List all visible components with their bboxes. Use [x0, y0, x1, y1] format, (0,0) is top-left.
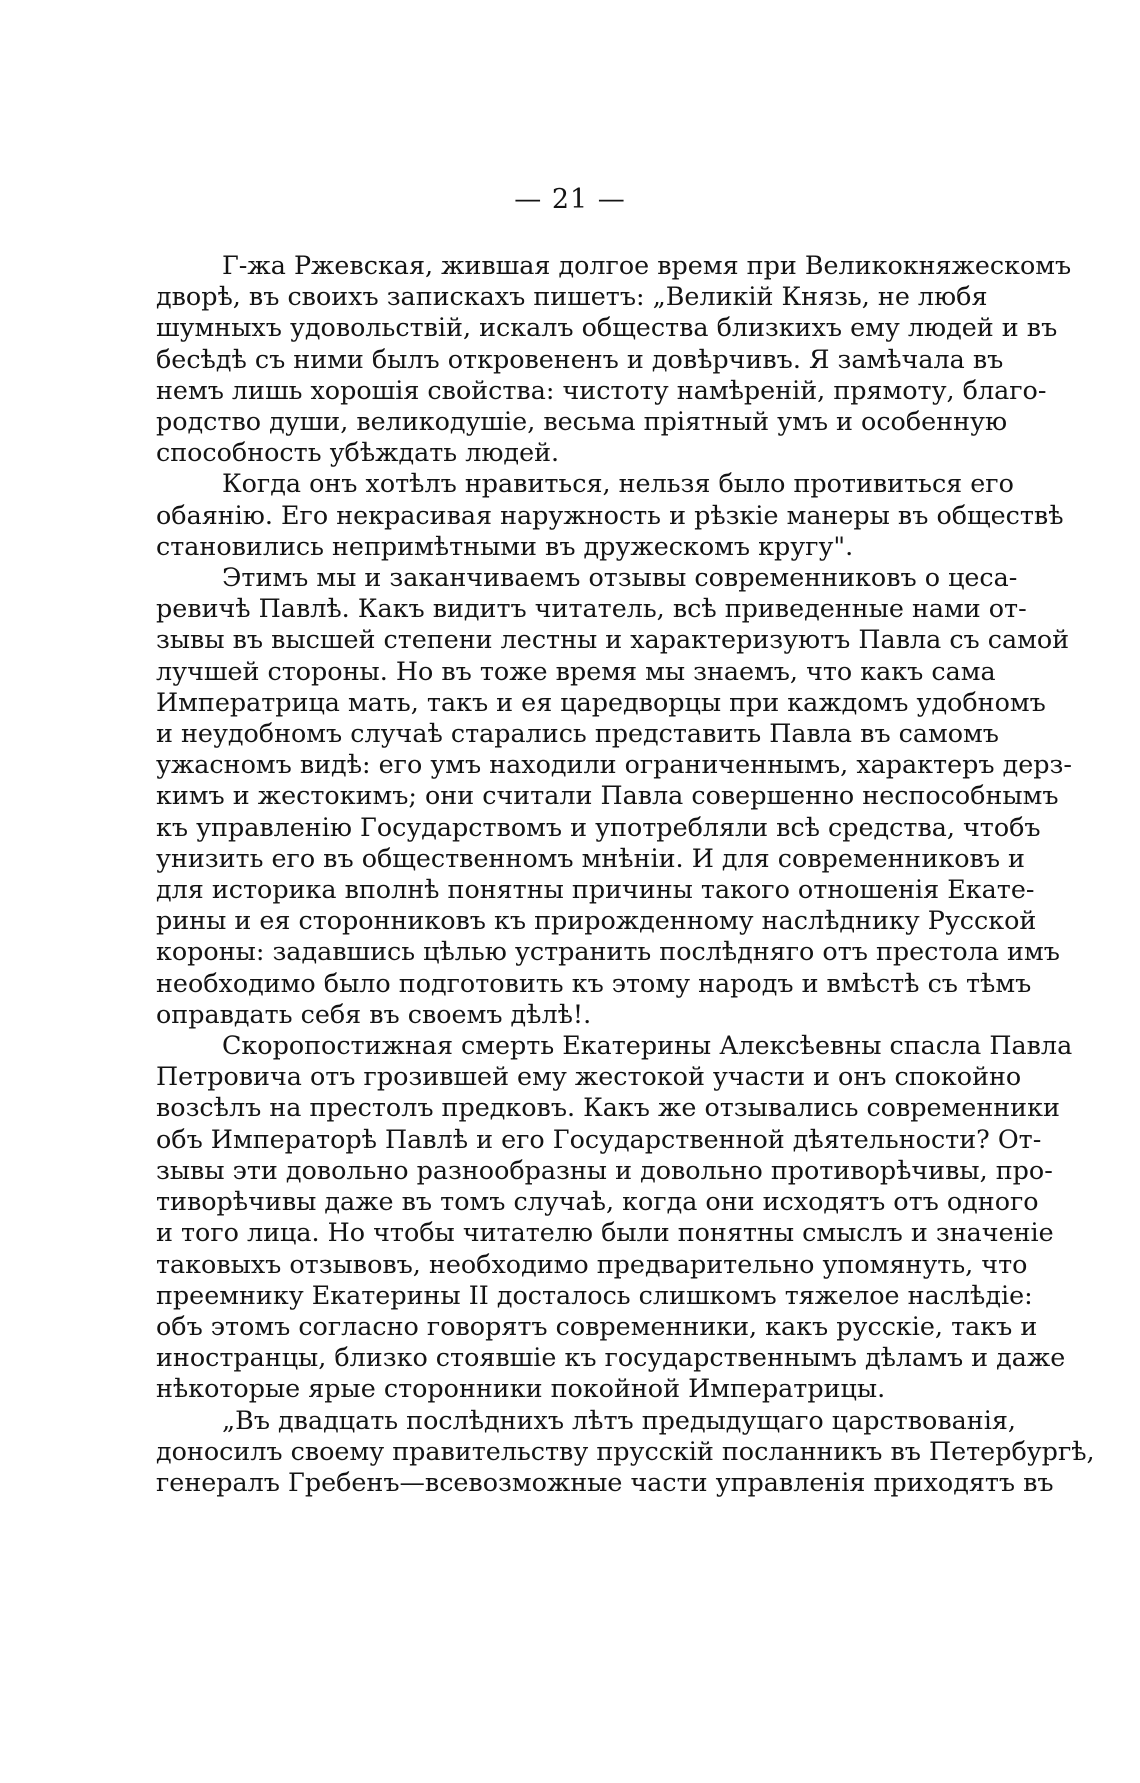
text-line: и того лица. Но чтобы читателю были понятны смыслъ и значеніе: [156, 1217, 1054, 1248]
text-line: кимъ и жестокимъ; они считали Павла совершенно неспособнымъ: [156, 780, 1059, 811]
text-line: ревичѣ Павлѣ. Какъ видитъ читатель, всѣ приведенные нами от-: [156, 593, 1027, 624]
text-line: немъ лишь хорошія свойства: чистоту намѣреній, прямоту, благо-: [156, 374, 1047, 405]
text-line: ужасномъ видѣ: его умъ находили ограниченнымъ, характеръ дерз-: [156, 749, 1072, 780]
text-line: обаянію. Его некрасивая наружность и рѣзкіе манеры въ обществѣ: [156, 499, 1064, 530]
text-line: необходимо было подготовить къ этому народъ и вмѣстѣ съ тѣмъ: [156, 967, 1032, 998]
text-line: преемнику Екатерины II досталось слишкомъ тяжелое наслѣдіе:: [156, 1279, 1033, 1310]
paragraph-5: [90, 1404, 1095, 1499]
text-line: оправдать себя въ своемъ дѣлѣ!.: [156, 998, 592, 1029]
text-line: генералъ Гребенъ—всевозможные части управленія приходятъ въ: [156, 1466, 1054, 1497]
text-line: къ управленію Государствомъ и употребляли всѣ средства, чтобъ: [156, 811, 1041, 842]
text-line: унизить его въ общественномъ мнѣніи. И для современниковъ и: [156, 842, 1025, 873]
text-line: шумныхъ удовольствій, искалъ общества близкихъ ему людей и въ: [156, 312, 1058, 343]
text-line: тиворѣчивы даже въ томъ случаѣ, когда они исходятъ отъ одного: [156, 1186, 1039, 1217]
paragraph-4: [90, 1030, 1073, 1404]
text-line: Когда онъ хотѣлъ нравиться, нельзя было противиться его: [222, 468, 1014, 499]
text-line: Этимъ мы и заканчиваемъ отзывы современниковъ о цеса-: [222, 562, 1018, 593]
text-line: дворѣ, въ своихъ запискахъ пишетъ: „Великій Князь, не любя: [156, 281, 988, 312]
text-line: нѣкоторые ярые сторонники покойной Императрицы.: [156, 1373, 886, 1404]
text-line: родство души, великодушіе, весьма пріятный умъ и особенную: [156, 406, 1008, 437]
text-line: рины и ея сторонниковъ къ прирожденному наслѣднику Русской: [156, 905, 1037, 936]
page-body: [90, 250, 1095, 1498]
text-line: Скоропостижная смерть Екатерины Алексѣевны спасла Павла: [222, 1030, 1073, 1061]
paragraph-1: [90, 250, 1072, 468]
text-line: способность убѣждать людей.: [156, 437, 560, 468]
text-line: становились непримѣтными въ дружескомъ кругу".: [156, 530, 854, 561]
page-number: — 21 —: [514, 184, 626, 215]
text-line: возсѣлъ на престолъ предковъ. Какъ же отзывались современники: [156, 1092, 1060, 1123]
text-line: „Въ двадцать послѣднихъ лѣтъ предыдущаго царствованія,: [222, 1404, 1016, 1435]
text-line: и неудобномъ случаѣ старались представить Павла въ самомъ: [156, 718, 999, 749]
text-line: объ Императорѣ Павлѣ и его Государственной дѣятельности? От-: [156, 1123, 1042, 1154]
text-line: доносилъ своему правительству прусскій посланникъ въ Петербургѣ,: [156, 1435, 1095, 1466]
text-line: лучшей стороны. Но въ тоже время мы знаемъ, что какъ сама: [156, 655, 996, 686]
text-line: зывы въ высшей степени лестны и характеризуютъ Павла съ самой: [156, 624, 1070, 655]
text-line: Петровича отъ грозившей ему жестокой участи и онъ спокойно: [156, 1061, 1022, 1092]
text-line: для историка вполнѣ понятны причины такого отношенія Екате-: [156, 874, 1035, 905]
text-line: таковыхъ отзывовъ, необходимо предварительно упомянуть, что: [156, 1248, 1028, 1279]
paragraph-3: [90, 562, 1072, 1030]
paragraph-2: [90, 468, 1064, 562]
text-line: зывы эти довольно разнообразны и довольно противорѣчивы, про-: [156, 1154, 1053, 1185]
text-line: Императрица мать, такъ и ея царедворцы при каждомъ удобномъ: [156, 686, 1046, 717]
text-line: бесѣдѣ съ ними былъ откровененъ и довѣрчивъ. Я замѣчала въ: [156, 343, 1004, 374]
text-line: короны: задавшись цѣлью устранить послѣдняго отъ престола имъ: [156, 936, 1060, 967]
text-line: объ этомъ согласно говорятъ современники, какъ русскіе, такъ и: [156, 1310, 1038, 1341]
text-line: иностранцы, близко стоявшіе къ государственнымъ дѣламъ и даже: [156, 1342, 1066, 1373]
text-line: Г-жа Ржевская, жившая долгое время при Великокняжескомъ: [222, 250, 1072, 280]
